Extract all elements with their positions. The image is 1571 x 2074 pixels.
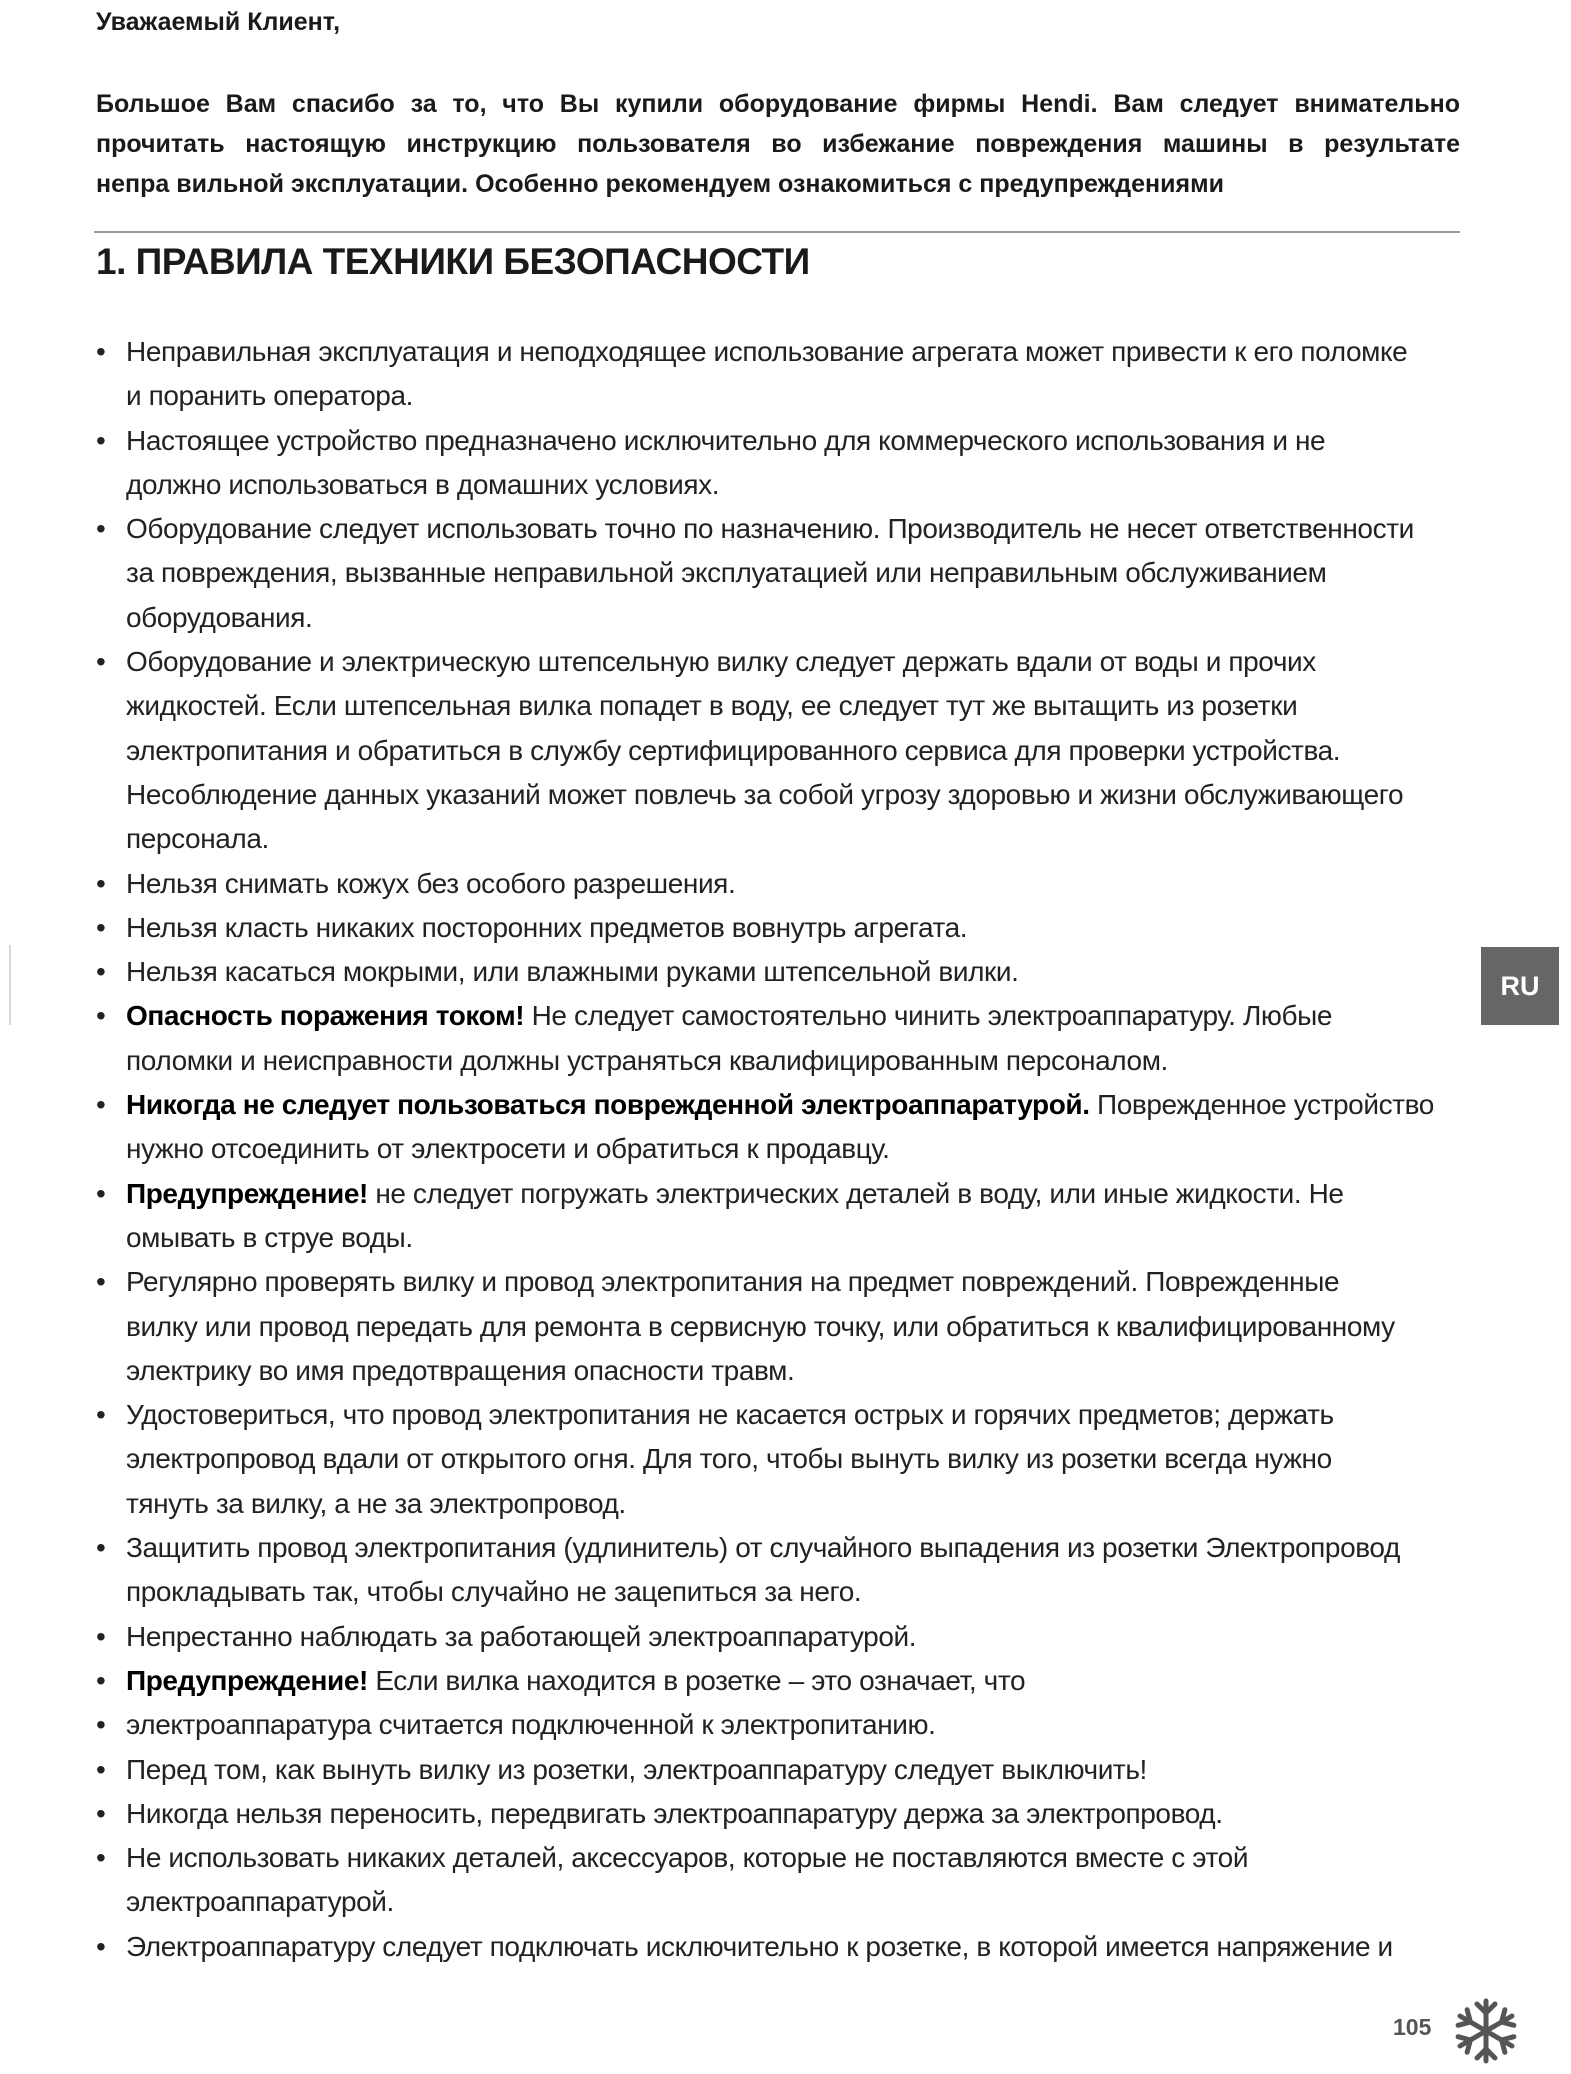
list-item-line [96, 640, 1466, 684]
item-text: Нельзя класть никаких посторонних предметов вовнутрь агрегата. [126, 911, 968, 943]
list-item [96, 1792, 1466, 1836]
warning-label: Опасность поражения током! [126, 1000, 525, 1032]
page-number: 105 [1393, 2014, 1432, 2040]
item-text: поломки и неисправности должны устраняться квалифицированным персоналом. [126, 1044, 1168, 1076]
item-text: вилку или провод передать для ремонта в сервисную точку, или обратиться к квалифицированному [126, 1310, 1395, 1342]
item-text: должно использоваться в домашних условиях. [126, 468, 720, 500]
item-text: и поранить оператора. [126, 380, 414, 412]
list-item-line [96, 684, 1466, 728]
list-item [96, 1083, 1466, 1172]
bullet-icon: • [96, 911, 106, 943]
item-text: Если вилка находится в розетке – это означает, что [367, 1664, 1026, 1696]
item-text: Не следует самостоятельно чинить электроаппаратуру. Любые [524, 1000, 1333, 1032]
warning-label: Предупреждение! [126, 1177, 368, 1209]
list-item-line [96, 1570, 1466, 1614]
bullet-icon: • [96, 1399, 106, 1431]
item-text: прокладывать так, чтобы случайно не зацепиться за него. [126, 1576, 862, 1608]
warning-label: Предупреждение! [126, 1664, 368, 1696]
list-item-line [96, 729, 1466, 773]
bullet-icon: • [96, 1532, 106, 1564]
bullet-icon: • [96, 1266, 106, 1298]
bullet-icon: • [96, 1177, 106, 1209]
item-text: оборудования. [126, 601, 313, 633]
bullet-icon: • [96, 1797, 106, 1829]
bullet-icon: • [96, 1000, 106, 1032]
bullet-icon: • [96, 1842, 106, 1874]
item-text: Не использовать никаких деталей, аксессуаров, которые не поставляются вместе с этой [126, 1842, 1249, 1874]
bullet-icon: • [96, 646, 106, 678]
list-item-line [96, 1127, 1466, 1171]
item-text: Нельзя снимать кожух без особого разрешения. [126, 867, 736, 899]
list-item-line [96, 1260, 1466, 1304]
bullet-icon: • [96, 1709, 106, 1741]
bullet-icon: • [96, 1753, 106, 1785]
list-item [96, 507, 1466, 640]
list-item-line [96, 1880, 1466, 1924]
item-text: нужно отсоединить от электросети и обратиться к продавцу. [126, 1133, 890, 1165]
list-item-line [96, 1482, 1466, 1526]
item-text: Регулярно проверять вилку и провод электропитания на предмет повреждений. Поврежденные [126, 1266, 1340, 1298]
list-item-line [96, 1083, 1466, 1127]
item-text: Защитить провод электропитания (удлинитель) от случайного выпадения из розетки Электропровод [126, 1532, 1400, 1564]
item-text: Удостовериться, что провод электропитания не касается острых и горячих предметов; держать [126, 1399, 1334, 1431]
list-item-line [96, 862, 1466, 906]
list-item [96, 419, 1466, 508]
list-item-line [96, 463, 1466, 507]
item-text: жидкостей. Если штепсельная вилка попадет в воду, ее следует тут же вытащить из розетки [126, 690, 1298, 722]
list-item-line [96, 1039, 1466, 1083]
list-item-line [96, 1836, 1466, 1880]
item-text: электрику во имя предотвращения опасности травм. [126, 1354, 795, 1386]
bullet-icon: • [96, 1664, 106, 1696]
list-item-line [96, 1659, 1466, 1703]
list-item-line [96, 1216, 1466, 1260]
list-item-line [96, 596, 1466, 640]
list-item-line [96, 1748, 1466, 1792]
item-text: персонала. [126, 823, 269, 855]
item-text: Перед том, как вынуть вилку из розетки, электроаппаратуру следует выключить! [126, 1753, 1147, 1785]
item-text: Оборудование и электрическую штепсельную вилку следует держать вдали от воды и прочих [126, 646, 1316, 678]
item-text: электропровод вдали от открытого огня. Для того, чтобы вынуть вилку из розетки всегда нужно [126, 1443, 1332, 1475]
item-text: электропитания и обратиться в службу сертифицированного сервиса для проверки устройства. [126, 734, 1341, 766]
list-item-line [96, 1615, 1466, 1659]
language-tab-ru: RU [1481, 947, 1559, 1025]
item-text: Электроаппаратуру следует подключать исключительно к розетке, в которой имеется напряжение и [126, 1930, 1393, 1962]
item-text: Нельзя касаться мокрыми, или влажными руками штепсельной вилки. [126, 956, 1019, 988]
list-item [96, 1925, 1466, 1969]
list-item-line [96, 1925, 1466, 1969]
intro-paragraph [96, 84, 1460, 204]
list-item-line [96, 773, 1466, 817]
list-item [96, 1526, 1466, 1615]
list-item [96, 906, 1466, 950]
list-item-line [96, 1526, 1466, 1570]
list-item [96, 1615, 1466, 1659]
list-item-line [96, 1393, 1466, 1437]
bullet-icon: • [96, 336, 106, 367]
list-item-line [96, 1703, 1466, 1747]
bullet-icon: • [96, 867, 106, 899]
list-item-line [96, 1792, 1466, 1836]
list-item [96, 1172, 1466, 1261]
list-item [96, 330, 1466, 419]
list-item-line [96, 906, 1466, 950]
list-item [96, 994, 1466, 1083]
item-text: Оборудование следует использовать точно по назначению. Производитель не несет ответственности [126, 513, 1414, 545]
intro-line: Большое Вам спасибо за то, что Вы купили оборудование фирмы Hendi. Вам следует внимательно [96, 90, 1460, 118]
margin-line [9, 945, 11, 1025]
list-item-line [96, 1305, 1466, 1349]
intro-line: прочитать настоящую инструкцию пользователя во избежание повреждения машины в результате [96, 130, 1460, 158]
list-item [96, 1659, 1466, 1703]
safety-rules-list [96, 330, 1466, 1969]
list-item-line [96, 330, 1466, 374]
bullet-icon: • [96, 1620, 106, 1652]
list-item-line [96, 994, 1466, 1038]
item-text: тянуть за вилку, а не за электропровод. [126, 1487, 626, 1519]
list-item [96, 1748, 1466, 1792]
list-item-line [96, 1437, 1466, 1481]
list-item [96, 950, 1466, 994]
item-text: не следует погружать электрических деталей в воду, или иные жидкости. Не [367, 1177, 1344, 1209]
item-text: Поврежденное устройство [1089, 1089, 1434, 1121]
snowflake-logo-icon [1451, 1996, 1521, 2066]
section-divider [94, 231, 1460, 233]
list-item-line [96, 817, 1466, 861]
item-text: Никогда нельзя переносить, передвигать электроаппаратуру держа за электропровод. [126, 1797, 1223, 1829]
bullet-icon: • [96, 956, 106, 988]
list-item-line [96, 551, 1466, 595]
bullet-icon: • [96, 424, 106, 456]
list-item [96, 1393, 1466, 1526]
item-text: Несоблюдение данных указаний может повлечь за собой угрозу здоровью и жизни обслуживающего [126, 778, 1404, 810]
greeting: Уважаемый Клиент, [96, 8, 341, 36]
list-item [96, 1703, 1466, 1747]
bullet-icon: • [96, 513, 106, 545]
item-text: омывать в струе воды. [126, 1221, 413, 1253]
list-item-line [96, 1349, 1466, 1393]
intro-line: непра вильной эксплуатации. Особенно рекомендуем ознакомиться с предупреждениями [96, 170, 1224, 198]
item-text: Настоящее устройство предназначено исключительно для коммерческого использования и не [126, 424, 1326, 456]
list-item-line [96, 507, 1466, 551]
list-item [96, 862, 1466, 906]
list-item-line [96, 374, 1466, 418]
warning-label: Никогда не следует пользоваться поврежденной электроаппаратурой. [126, 1089, 1090, 1121]
bullet-icon: • [96, 1930, 106, 1962]
list-item [96, 640, 1466, 861]
list-item-line [96, 419, 1466, 463]
item-text: Непрестанно наблюдать за работающей электроаппаратурой. [126, 1620, 917, 1652]
item-text: электроаппаратурой. [126, 1886, 394, 1918]
item-text: электроаппаратура считается подключенной к электропитанию. [126, 1709, 936, 1741]
item-text: Неправильная эксплуатация и неподходящее использование агрегата может привести к его поломке [126, 336, 1408, 367]
bullet-icon: • [96, 1089, 106, 1121]
list-item [96, 1836, 1466, 1925]
item-text: за повреждения, вызванные неправильной эксплуатацией или неправильным обслуживанием [126, 557, 1327, 589]
section-heading: 1. ПРАВИЛА ТЕХНИКИ БЕЗОПАСНОСТИ [96, 241, 810, 282]
list-item [96, 1260, 1466, 1393]
list-item-line [96, 1172, 1466, 1216]
list-item-line [96, 950, 1466, 994]
